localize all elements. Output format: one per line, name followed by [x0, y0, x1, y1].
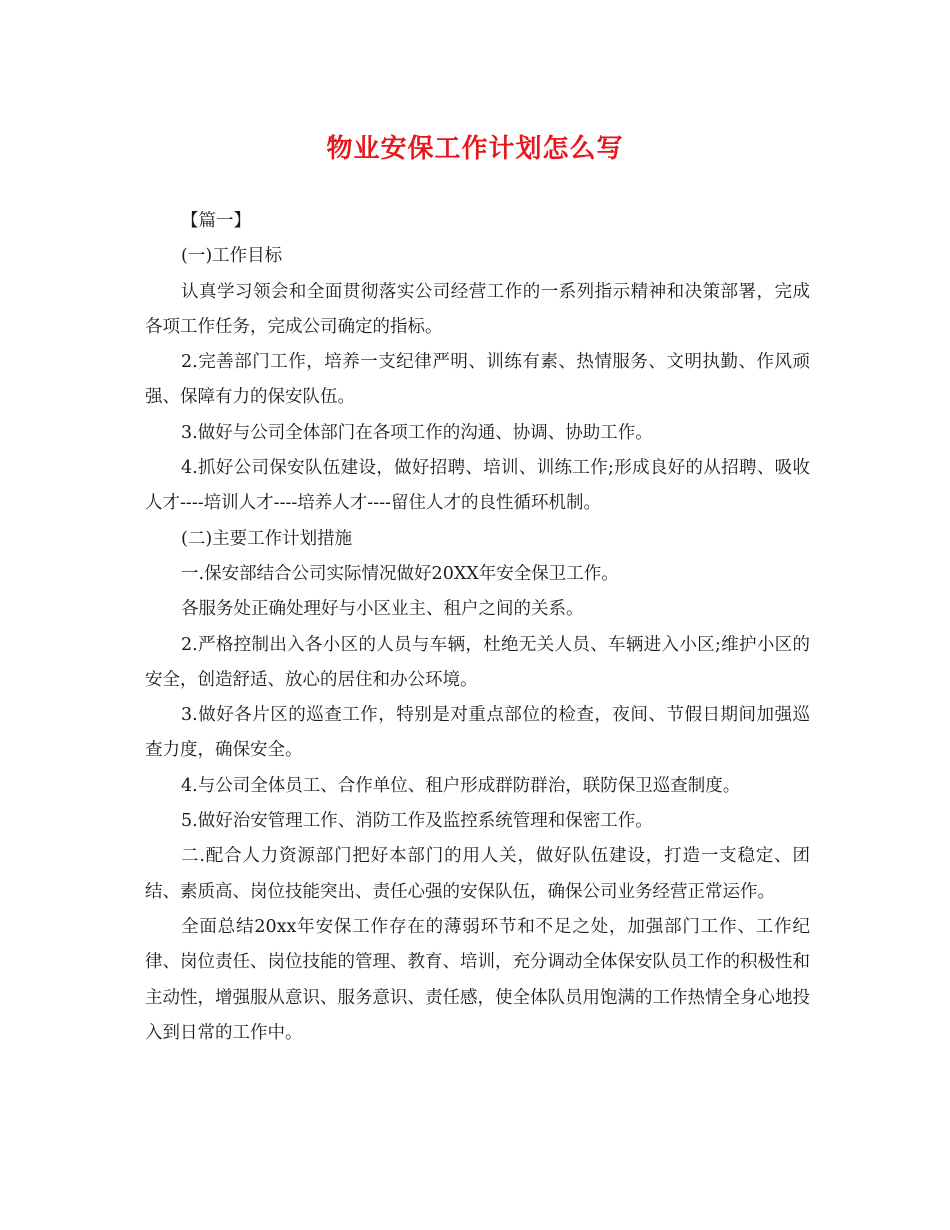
paragraph: 认真学习领会和全面贯彻落实公司经营工作的一系列指示精神和决策部署，完成各项工作任务，完成公司确定的指标。: [145, 281, 810, 337]
paragraph: 5.做好治安管理工作、消防工作及监控系统管理和保密工作。: [181, 811, 653, 832]
paragraph: 3.做好与公司全体部门在各项工作的沟通、协调、协助工作。: [181, 422, 653, 443]
paragraph: 二.配合人力资源部门把好本部门的用人关，做好队伍建设，打造一支稳定、团结、素质高、岗位技能突出、责任心强的安保队伍，确保公司业务经营正常运作。: [145, 846, 810, 902]
document-body: [145, 204, 810, 1051]
paragraph: 各服务处正确处理好与小区业主、租户之间的关系。: [181, 599, 584, 620]
paragraph: 一.保安部结合公司实际情况做好20XX年安全保卫工作。: [181, 563, 619, 584]
paragraph: 2.严格控制出入各小区的人员与车辆，杜绝无关人员、车辆进入小区;维护小区的安全，创造舒适、放心的居住和办公环境。: [145, 634, 810, 690]
paragraph: 3.做好各片区的巡查工作，特别是对重点部位的检查，夜间、节假日期间加强巡查力度，确保安全。: [145, 705, 810, 761]
paragraph: 4.与公司全体员工、合作单位、租户形成群防群治，联防保卫巡查制度。: [181, 775, 741, 796]
paragraph: 2.完善部门工作，培养一支纪律严明、训练有素、热情服务、文明执勤、作风顽强、保障有力的保安队伍。: [145, 352, 810, 408]
paragraph: 4.抓好公司保安队伍建设，做好招聘、培训、训练工作;形成良好的从招聘、吸收人才----培训人才----培养人才----留住人才的良性循环机制。: [145, 458, 810, 514]
subsection-heading: (二)主要工作计划措施: [181, 528, 353, 549]
subsection-heading: (一)工作目标: [181, 246, 283, 267]
section-heading: 【篇一】: [181, 211, 251, 231]
paragraph: 全面总结20xx年安保工作存在的薄弱环节和不足之处，加强部门工作、工作纪律、岗位责任、岗位技能的管理、教育、培训，充分调动全体保安队员工作的积极性和主动性，增强服从意识、服务意识、责任感，使全体队员用饱满的工作热情全身心地投入到日常的工作中。: [145, 916, 810, 1043]
document-title: 物业安保工作计划怎么写: [326, 134, 624, 164]
